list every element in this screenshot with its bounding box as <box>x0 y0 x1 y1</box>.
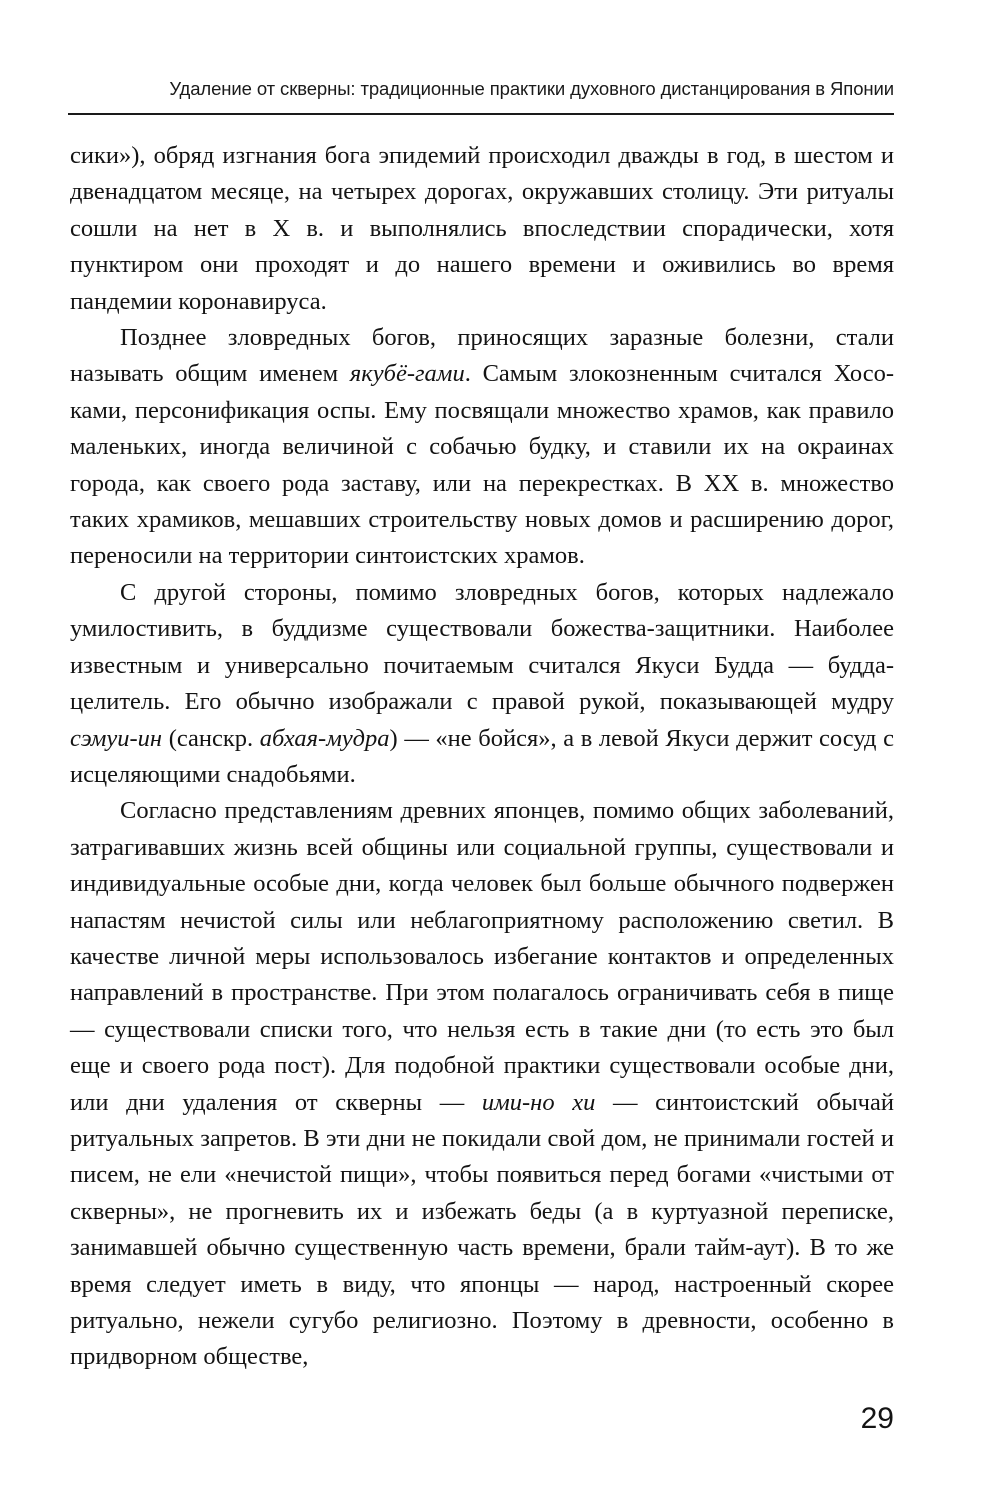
text-run: Согласно представлениям древних японцев, помимо общих заболеваний, затрагивавших жизнь всей общины или социальной группы, существовали и индивидуальные особые дни, когда человек был больше обычного подвержен напастям нечистой силы или неблагоприятному расположению светил. В качестве личной меры использовалось избегание контактов и определенных направлений в пространстве. При этом полагалось ограничивать себя в пище — существовали списки того, что нельзя есть в такие дни (то есть это был еще и своего рода пост). Для подобной практики существовали особые дни, или дни удаления от скверны — <box>70 797 894 1116</box>
text-run: (санскр. <box>162 724 260 752</box>
text-run: С другой стороны, помимо зловредных богов, которых надлежало умилостивить, в буддизме существовали божества-защитники. Наиболее известным и универсально почитаемым считался Якуси Будда — будда-целитель. Его обычно изображали с правой рукой, показывающей мудру <box>70 578 894 716</box>
header-divider <box>68 113 894 115</box>
italic-term: абхая-мудра <box>259 724 390 752</box>
paragraph-1 <box>70 138 894 320</box>
paragraph-3 <box>70 575 894 793</box>
text-run: Позднее зловредных богов, приносящих заразные болезни, стали называть общим именем <box>70 324 894 388</box>
text-run: — синтоистский обычай ритуальных запретов. В эти дни не покидали свой дом, не принимали гостей и писем, не ели «нечистой пищи», чтобы появиться перед богами «чистыми от скверны», не прогневить их и избежать беды (а в куртуазной переписке, занимавшей обычно существенную часть времени, брали тайм-аут). В то же время следует иметь в виду, что японцы — народ, настроенный скорее ритуально, нежели сугубо религиозно. Поэтому в древности, особенно в придворном обществе, <box>70 1088 894 1371</box>
running-header: Удаление от скверны: традиционные практики духовного дистанцирования в Японии <box>169 78 894 99</box>
body-text <box>70 138 894 1376</box>
text-run: ) — «не бойся», а в левой Якуси держит сосуд с исцеляющими снадобьями. <box>70 724 894 788</box>
text-run: сики»), обряд изгнания бога эпидемий происходил дважды в год, в шестом и двенадцатом месяце, на четырех дорогах, окружавших столицу. Эти ритуалы сошли на нет в X в. и выполнялись впоследствии спорадически, хотя пунктиром они проходят и до нашего времени и оживились во время пандемии коронавируса. <box>70 142 894 315</box>
paragraph-2 <box>70 320 894 575</box>
italic-term: якубё-гами <box>349 360 465 388</box>
text-run: . Самым злокозненным считался Хосо-ками, персонификация оспы. Ему посвящали множество храмов, как правило маленьких, иногда величиной с собачью будку, и ставили их на окраинах города, как своего рода заставу, или на перекрестках. В XX в. множество таких храмиков, мешавших строительству новых домов и расширению дорог, переносили на территории синтоистских храмов. <box>70 360 894 570</box>
paragraph-4 <box>70 793 894 1376</box>
italic-term: сэмуи-ин <box>70 724 163 752</box>
italic-term: ими-но хи <box>481 1088 596 1116</box>
page-number: 29 <box>860 1402 894 1435</box>
